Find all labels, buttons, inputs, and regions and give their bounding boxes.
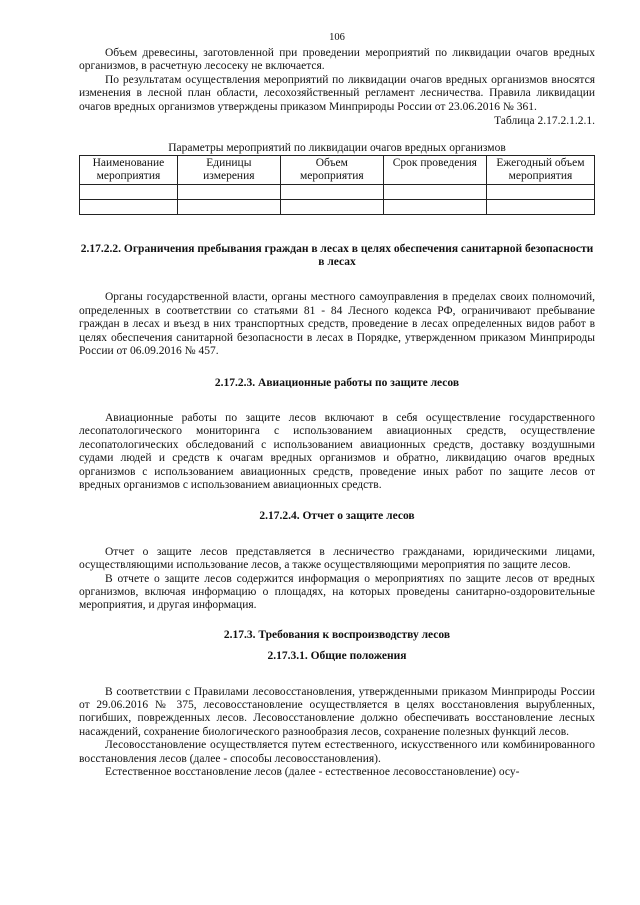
section-heading-2-17-2-2: 2.17.2.2. Ограничения пребывания граждан в лесах в целях обеспечения санитарной безопасности в лесах	[80, 242, 594, 269]
table-label: Таблица 2.17.2.1.2.1.	[494, 115, 595, 128]
section-heading-2-17-2-3: 2.17.2.3. Авиационные работы по защите лесов	[214, 376, 460, 389]
section-heading-2-17-3-1: 2.17.3.1. Общие положения	[267, 650, 407, 663]
table-header-cell: Наименование мероприятия	[80, 155, 178, 184]
table-header-cell: Единицы измерения	[177, 155, 280, 184]
table-row	[80, 184, 595, 199]
paragraph-reforestation-1: В соответствии с Правилами лесовосстановления, утвержденными приказом Минприроды России от 29.06.2016 № 375, лесовосстановление осуществляется в целях восстановления вырубленных, погибших, поврежденных лесов. Лесовосстановление должно обеспечивать восстановление лесных насаждений, сохранение биологического разнообразия лесов, сохранение полезных функций лесов.	[79, 685, 595, 738]
section-heading-2-17-2-4: 2.17.2.4. Отчет о защите лесов	[259, 510, 415, 523]
paragraph-reforestation-3: Естественное восстановление лесов (далее - естественное лесовосстановление) осу-	[105, 766, 520, 779]
paragraph-report-1: Отчет о защите лесов представляется в лесничество гражданами, юридическими лицами, осуществляющими использование лесов, а также осуществляющими мероприятия по защите лесов.	[79, 545, 595, 572]
paragraph-reforestation-2: Лесовосстановление осуществляется путем естественного, искусственного или комбинированного восстановления лесов (далее - способы лесовосстановления).	[79, 739, 595, 765]
page-number: 106	[329, 32, 345, 43]
table-header-cell: Ежегодный объем мероприятия	[486, 155, 594, 184]
paragraph-results: По результатам осуществления мероприятий по ликвидации очагов вредных организмов вносятся изменения в лесной план области, лесохозяйственный регламент лесничества. Правила ликвидации очагов вредных организмов утверждены приказом Минприроды России от 23.06.2016 № 361.	[79, 73, 595, 113]
table-caption: Параметры мероприятий по ликвидации очагов вредных организмов	[168, 142, 506, 155]
table-header-cell: Срок проведения	[383, 155, 486, 184]
parameters-table	[79, 155, 595, 215]
paragraph-restrictions: Органы государственной власти, органы местного самоуправления в пределах своих полномочий, определенных в соответствии со статьями 81 - 84 Лесного кодекса РФ, ограничивают пребывание граждан в лесах и въезд в них транспортных средств, проведение в лесах определенных видов работ в целях обеспечения санитарной безопасности в лесах в Порядке, утвержденном приказом Минприроды России от 06.09.2016 № 457.	[79, 291, 595, 358]
document-page	[79, 32, 595, 779]
table-row	[80, 199, 595, 214]
paragraph-report-2: В отчете о защите лесов содержится информация о мероприятиях по защите лесов от вредных организмов, включая информацию о площадях, на которых проведены санитарно-оздоровительные мероприятия, и другая информация.	[79, 572, 595, 612]
table-header-row	[80, 155, 595, 184]
paragraph-timber-volume: Объем древесины, заготовленной при проведении мероприятий по ликвидации очагов вредных организмов, в расчетную лесосеку не включается.	[79, 47, 595, 73]
section-heading-2-17-3: 2.17.3. Требования к воспроизводству лесов	[223, 628, 451, 641]
paragraph-aviation: Авиационные работы по защите лесов включают в себя осуществление государственного лесопатологического мониторинга с использованием авиационных средств, осуществление лесопатологических обследований с использованием авиационных средств, доставку воздушными судами людей и средств к очагам вредных организмов и обратно, ликвидацию очагов вредных организмов с использованием авиационных средств, проведение иных работ по защите лесов от вредных организмов с использованием авиационных средств.	[79, 411, 595, 491]
table-header-cell: Объем мероприятия	[280, 155, 383, 184]
